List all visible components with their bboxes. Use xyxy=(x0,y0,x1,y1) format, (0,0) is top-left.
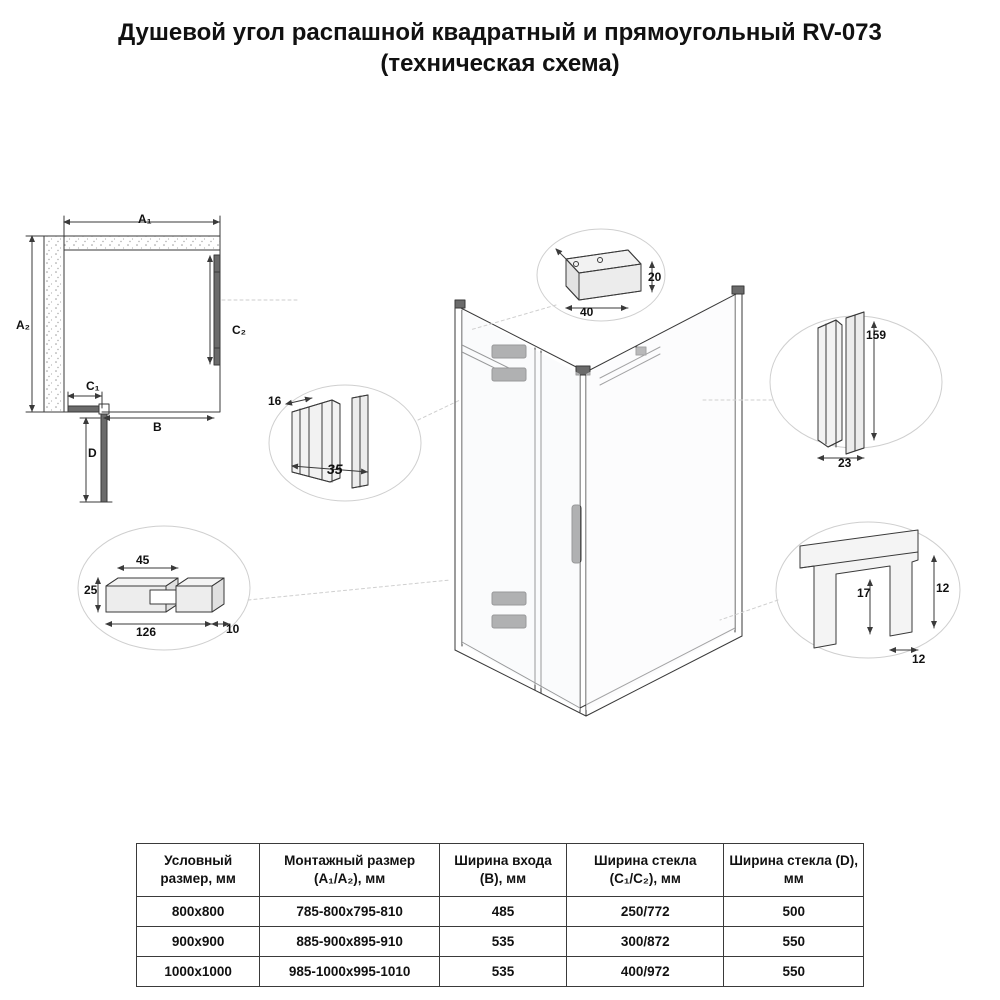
label-rail-12-right: 12 xyxy=(936,581,950,595)
table-cell: 785-800х795-810 xyxy=(260,897,440,927)
table-header-cell: Ширина входа (B), мм xyxy=(439,844,566,897)
label-bracket-45: 45 xyxy=(136,553,150,567)
label-bracket-10: 10 xyxy=(226,622,240,636)
page-title-line-1: Душевой угол распашной квадратный и прямоугольный RV-073 xyxy=(118,19,882,46)
table-header-cell: Ширина стекла (D), мм xyxy=(724,844,864,897)
isometric-enclosure xyxy=(455,286,744,716)
table-row xyxy=(137,897,864,927)
detail-bottom-rail xyxy=(720,522,960,658)
label-hinge-159: 159 xyxy=(866,328,887,342)
table-cell: 800х800 xyxy=(137,897,260,927)
table-cell: 900х900 xyxy=(137,927,260,957)
label-a1: A₁ xyxy=(138,212,152,226)
table-cell: 485 xyxy=(439,897,566,927)
label-profile-16: 16 xyxy=(268,394,282,408)
detail-stabilizer-bracket xyxy=(78,526,450,650)
label-rail-17: 17 xyxy=(857,586,871,600)
label-a2: A₂ xyxy=(16,318,30,332)
label-c2: C₂ xyxy=(232,323,246,337)
table-cell: 885-900х895-910 xyxy=(260,927,440,957)
plan-view xyxy=(26,216,300,502)
table-cell: 535 xyxy=(439,957,566,987)
detail-wall-bracket xyxy=(470,229,665,330)
table-cell: 250/772 xyxy=(567,897,724,927)
table-header-cell: Ширина стекла (C₁/C₂), мм xyxy=(567,844,724,897)
table-row xyxy=(137,957,864,987)
label-c1: C₁ xyxy=(86,379,100,393)
label-profile-35: 35 xyxy=(327,461,343,477)
table-cell: 1000х1000 xyxy=(137,957,260,987)
table-cell: 985-1000х995-1010 xyxy=(260,957,440,987)
table-cell: 550 xyxy=(724,927,864,957)
label-hinge-23: 23 xyxy=(838,456,852,470)
label-block-40: 40 xyxy=(580,305,594,319)
spec-table xyxy=(136,843,864,987)
table-cell: 300/872 xyxy=(567,927,724,957)
label-block-20: 20 xyxy=(648,270,662,284)
detail-hinge-profile xyxy=(700,312,942,458)
table-cell: 535 xyxy=(439,927,566,957)
table-header-row xyxy=(137,844,864,897)
label-bracket-126: 126 xyxy=(136,625,157,639)
table-row xyxy=(137,927,864,957)
label-d: D xyxy=(88,446,97,460)
label-bracket-25: 25 xyxy=(84,583,98,597)
table-cell: 400/972 xyxy=(567,957,724,987)
detail-vertical-profile xyxy=(269,385,460,501)
table-cell: 550 xyxy=(724,957,864,987)
table-header-cell: Условный размер, мм xyxy=(137,844,260,897)
label-rail-12-bottom: 12 xyxy=(912,652,926,666)
label-b: B xyxy=(153,420,162,434)
table-cell: 500 xyxy=(724,897,864,927)
table-header-cell: Монтажный размер (A₁/A₂), мм xyxy=(260,844,440,897)
page-title-line-2: (техническая схема) xyxy=(380,49,620,77)
